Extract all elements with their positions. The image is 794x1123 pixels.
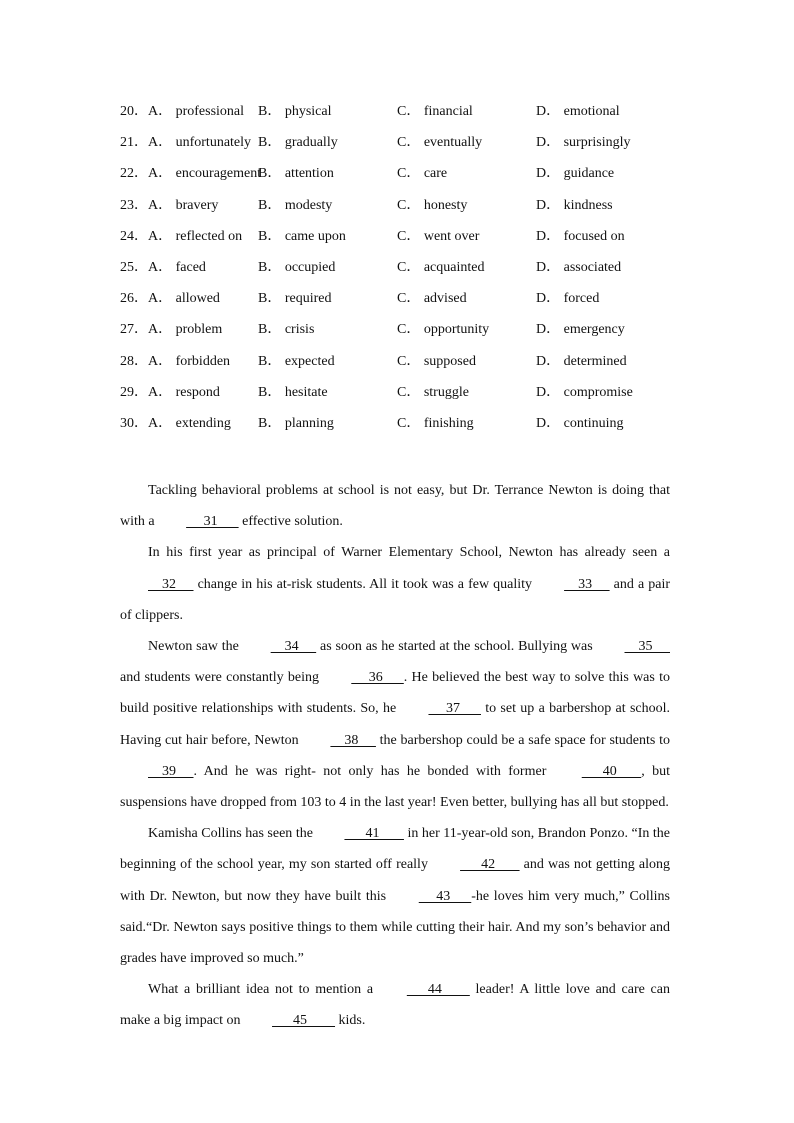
blank-34: 34 [270, 639, 317, 655]
passage-text: In his first year as principal of Warner Elementary School, Newton has already seen a [148, 545, 670, 561]
passage-text: . And he was right- not only has he bonded with former [193, 763, 554, 779]
paragraph-1 [120, 475, 670, 537]
question-row-28 [120, 351, 680, 382]
blank-39: 39 [148, 763, 194, 779]
question-number: 25． [120, 259, 148, 275]
option-d: D． surprisingly [536, 135, 631, 151]
passage-text: kids. [335, 1013, 366, 1029]
question-row-20 [120, 101, 680, 132]
option-a: A． respond [148, 384, 220, 400]
option-b: B． hesitate [258, 384, 328, 400]
blank-40: 40 [581, 763, 642, 779]
option-b: B． modesty [258, 197, 333, 213]
option-b: B． crisis [258, 322, 315, 338]
option-c: C． eventually [397, 135, 483, 151]
option-a: A． problem [148, 322, 223, 338]
option-b: B． planning [258, 415, 334, 431]
option-c: C． advised [397, 291, 467, 307]
option-c: C． honesty [397, 197, 468, 213]
question-row-25 [120, 257, 680, 288]
passage-text: . He believed the best way to solve this was to build positive relationships with students. So, he [120, 670, 670, 717]
passage-text: and a pair of clippers. [120, 576, 670, 623]
option-d: D． determined [536, 353, 627, 369]
option-c: C． struggle [397, 384, 469, 400]
option-b: B． occupied [258, 259, 336, 275]
option-a: A． extending [148, 415, 231, 431]
blank-45: 45 [272, 1013, 336, 1029]
question-row-24 [120, 226, 680, 257]
blank-37: 37 [428, 701, 481, 717]
option-d: D． emergency [536, 322, 625, 338]
blank-38: 38 [330, 732, 376, 748]
question-row-27 [120, 319, 680, 350]
option-d: D． associated [536, 259, 622, 275]
option-c: C． went over [397, 228, 480, 244]
question-row-22 [120, 163, 680, 194]
option-b: B． required [258, 291, 332, 307]
passage-text: leader! A little love and care can make a big impact on [120, 982, 670, 1029]
passage-text: change in his at-risk students. All it took was a few quality [193, 576, 537, 592]
option-c: C． acquainted [397, 259, 485, 275]
passage-text: , but suspensions have dropped from 103 to 4 in the last year! Even better, bullying has all but stopped. [120, 763, 670, 811]
cloze-passage [120, 475, 670, 1037]
option-b: B． attention [258, 166, 334, 182]
option-d: D． kindness [536, 197, 613, 213]
blank-31: 31 [186, 514, 239, 530]
option-a: A． forbidden [148, 353, 231, 369]
option-a: A． professional [148, 104, 245, 119]
question-number: 28． [120, 353, 148, 369]
option-b: B． physical [258, 104, 332, 119]
paragraph-5 [120, 974, 670, 1036]
option-a: A． allowed [148, 291, 220, 307]
blank-42: 42 [460, 857, 520, 873]
question-row-29 [120, 382, 680, 413]
question-row-30 [120, 413, 680, 444]
paragraph-3 [120, 631, 670, 818]
passage-text: Kamisha Collins has seen the [148, 826, 317, 842]
passage-text: to set up a barbershop at school. Having cut hair before, Newton [120, 701, 671, 748]
question-number: 24． [120, 228, 148, 244]
option-c: C． financial [397, 104, 473, 119]
question-number: 23． [120, 197, 148, 213]
paragraph-4 [120, 818, 670, 974]
option-a: A． faced [148, 259, 206, 275]
option-a: A． encouragement [148, 166, 262, 182]
blank-35: 35 [624, 639, 670, 655]
option-d: D． compromise [536, 384, 633, 400]
option-d: D． forced [536, 291, 600, 307]
blank-43: 43 [418, 888, 472, 904]
blank-33: 33 [564, 576, 610, 592]
passage-text: Newton saw the [148, 639, 243, 655]
blank-41: 41 [344, 826, 404, 842]
option-c: C． finishing [397, 415, 474, 431]
passage-text: and students were constantly being [120, 670, 324, 686]
passage-text: the barbershop could be a safe space for students to [375, 732, 670, 748]
question-row-21 [120, 132, 680, 163]
passage-text: -he loves him very much,” Collins said.“Dr. Newton says positive things to them while cutting their hair. And my son’s behavior and grades have improved so much.” [120, 888, 670, 967]
question-number: 30． [120, 415, 148, 431]
paragraph-2 [120, 537, 670, 631]
question-number: 26． [120, 291, 148, 307]
passage-text: in her 11-year-old son, Brandon Ponzo. “In the beginning of the school year, my son started off really [120, 826, 670, 873]
question-number: 22． [120, 166, 148, 182]
option-b: B． came upon [258, 228, 346, 244]
passage-text: and was not getting along with Dr. Newton, but now they have built this [120, 857, 670, 904]
option-c: C． care [397, 166, 448, 182]
passage-text: effective solution. [238, 514, 343, 530]
question-number: 20． [120, 104, 148, 119]
option-c: C． supposed [397, 353, 476, 369]
option-d: D． continuing [536, 415, 624, 431]
blank-36: 36 [351, 670, 404, 686]
question-number: 29． [120, 384, 148, 400]
option-d: D． emotional [536, 104, 620, 119]
option-d: D． focused on [536, 228, 625, 244]
question-number: 27． [120, 322, 148, 338]
option-a: A． unfortunately [148, 135, 252, 151]
question-row-26 [120, 288, 680, 319]
blank-32: 32 [148, 576, 194, 592]
option-b: B． gradually [258, 135, 338, 151]
answer-options [120, 101, 680, 444]
option-c: C． opportunity [397, 322, 490, 338]
option-b: B． expected [258, 353, 335, 369]
blank-44: 44 [406, 982, 470, 998]
question-number: 21． [120, 135, 148, 151]
passage-text: Tackling behavioral problems at school is not easy, but Dr. Terrance Newton is doing that with a [120, 483, 670, 530]
option-a: A． reflected on [148, 228, 243, 244]
passage-text: as soon as he started at the school. Bullying was [316, 639, 597, 655]
option-a: A． bravery [148, 197, 219, 213]
option-d: D． guidance [536, 166, 615, 182]
passage-text: What a brilliant idea not to mention a [148, 982, 379, 998]
question-row-23 [120, 195, 680, 226]
